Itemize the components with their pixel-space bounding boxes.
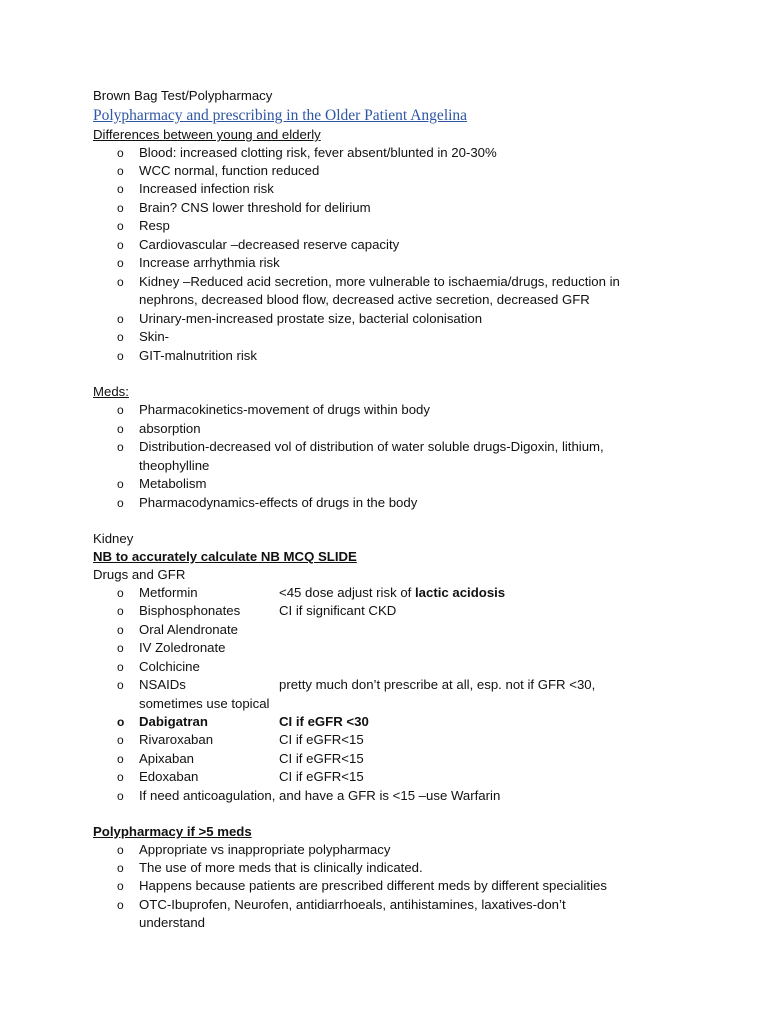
drug-note: CI if eGFR <30 [279,714,369,729]
list-item-continuation: theophylline [139,458,210,473]
bullet-icon: o [117,238,124,252]
list-item: OTC-Ibuprofen, Neurofen, antidiarrhoeals, antihistamines, laxatives-don’t [139,897,566,912]
bullet-icon: o [117,898,124,912]
drug-note: CI if eGFR<15 [279,732,364,747]
drug-name: Colchicine [139,659,200,674]
bullet-icon: o [117,440,124,454]
bullet-icon: o [117,146,124,160]
bullet-icon: o [117,312,124,326]
list-item: Cardiovascular –decreased reserve capacity [139,237,400,252]
drug-name: Rivaroxaban [139,732,214,747]
bullet-icon: o [117,330,124,344]
list-item: Pharmacodynamics-effects of drugs in the body [139,495,418,510]
drug-name: Dabigatran [139,714,208,729]
bullet-icon: o [117,256,124,270]
bullet-icon: o [117,349,124,363]
bullet-icon: o [117,604,124,618]
list-item: Skin- [139,329,170,344]
list-item: Happens because patients are prescribed different meds by different specialities [139,878,607,893]
drug-name: Metformin [139,585,198,600]
bullet-icon: o [117,879,124,893]
bullet-icon: o [117,641,124,655]
drug-note-bold: lactic acidosis [414,585,506,600]
drug-name: Apixaban [139,751,194,766]
drug-name: Edoxaban [139,769,199,784]
bullet-icon: o [117,275,124,289]
bullet-icon: o [117,789,124,803]
drug-note-text: <45 dose adjust risk of [279,585,415,600]
list-item: WCC normal, function reduced [139,163,320,178]
list-item: Urinary-men-increased prostate size, bacterial colonisation [139,311,483,326]
drug-name: Oral Alendronate [139,622,238,637]
bullet-icon: o [117,219,124,233]
list-item: The use of more meds that is clinically indicated. [139,860,423,875]
list-item: If need anticoagulation, and have a GFR is <15 –use Warfarin [139,788,501,803]
bullet-icon: o [117,422,124,436]
bullet-icon: o [117,715,125,729]
document-heading: Brown Bag Test/Polypharmacy [93,88,273,103]
bullet-icon: o [117,477,124,491]
drug-note-continuation: sometimes use topical [139,696,270,711]
list-item: absorption [139,421,201,436]
drugs-gfr-label: Drugs and GFR [93,567,186,582]
list-item: Appropriate vs inappropriate polypharmacy [139,842,391,857]
list-item: Distribution-decreased vol of distribution of water soluble drugs-Digoxin, lithium, [139,439,604,454]
drug-note [279,584,505,602]
list-item: Metabolism [139,476,207,491]
section-heading-kidney: Kidney [93,531,134,546]
bullet-icon: o [117,182,124,196]
bullet-icon: o [117,843,124,857]
list-item: Resp [139,218,170,233]
list-item: Increase arrhythmia risk [139,255,280,270]
section-subheading-mcq: NB to accurately calculate NB MCQ SLIDE [93,549,357,564]
bullet-icon: o [117,496,124,510]
list-item-continuation: understand [139,915,205,930]
bullet-icon: o [117,861,124,875]
drug-name: Bisphosphonates [139,603,241,618]
drug-note: pretty much don’t prescribe at all, esp. not if GFR <30, [279,677,596,692]
bullet-icon: o [117,403,124,417]
list-item: Brain? CNS lower threshold for delirium [139,200,371,215]
bullet-icon: o [117,623,124,637]
bullet-icon: o [117,733,124,747]
bullet-icon: o [117,770,124,784]
list-item: Kidney –Reduced acid secretion, more vulnerable to ischaemia/drugs, reduction in [139,274,620,289]
bullet-icon: o [117,201,124,215]
section-heading-polypharmacy: Polypharmacy if >5 meds [93,824,252,839]
drug-note: CI if eGFR<15 [279,751,364,766]
bullet-icon: o [117,164,124,178]
list-item-continuation: nephrons, decreased blood flow, decreased active secretion, decreased GFR [139,292,590,307]
list-item: Blood: increased clotting risk, fever absent/blunted in 20-30% [139,145,497,160]
drug-note: CI if significant CKD [279,603,397,618]
section-heading-meds: Meds: [93,384,129,399]
drug-name: IV Zoledronate [139,640,226,655]
drug-note: CI if eGFR<15 [279,769,364,784]
section-heading-differences: Differences between young and elderly [93,127,321,142]
list-item: GIT-malnutrition risk [139,348,257,363]
list-item: Pharmacokinetics-movement of drugs within body [139,402,430,417]
bullet-icon: o [117,586,124,600]
document-title: Polypharmacy and prescribing in the Older Patient Angelina [93,107,468,124]
bullet-icon: o [117,752,124,766]
bullet-icon: o [117,660,124,674]
bullet-icon: o [117,678,124,692]
list-item: Increased infection risk [139,181,274,196]
drug-name: NSAIDs [139,677,186,692]
